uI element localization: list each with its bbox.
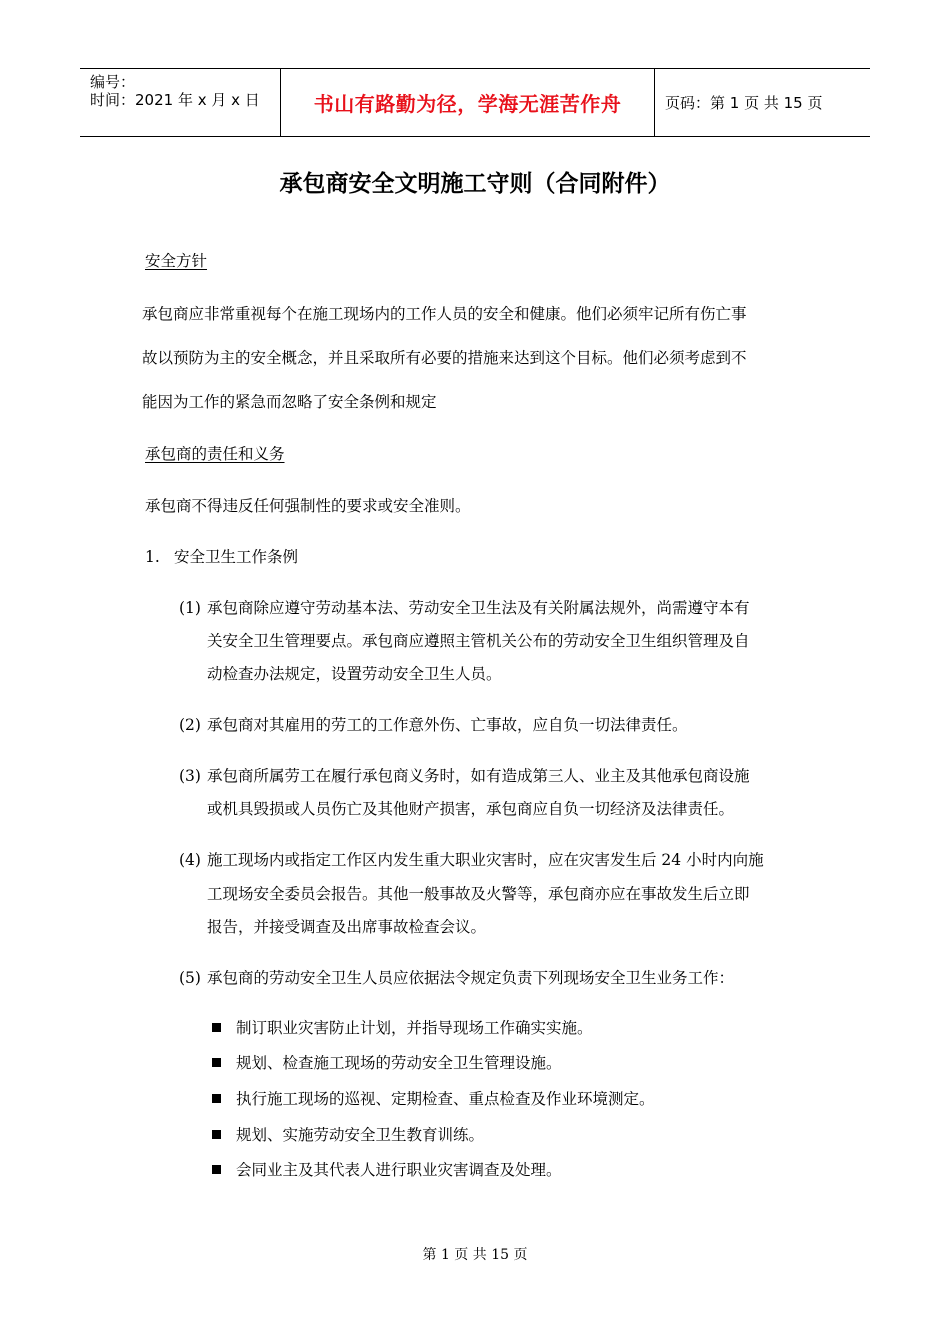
clause-number: (1) <box>179 599 201 617</box>
page-footer: 第 1 页 共 15 页 <box>422 1247 528 1263</box>
bullet-item: 制订职业灾害防止计划，并指导现场工作确实实施。 <box>236 1019 593 1037</box>
clause-line: 工现场安全委员会报告。其他一般事故及火警等，承包商亦应在事故发生后立即 <box>207 885 750 903</box>
clause-line: 承包商对其雇用的劳工的工作意外伤、亡事故，应自负一切法律责任。 <box>207 716 688 734</box>
clause-line: 动检查办法规定，设置劳动安全卫生人员。 <box>207 665 502 683</box>
square-bullet-icon <box>212 1130 221 1139</box>
section-intro: 承包商不得违反任何强制性的要求或安全准则。 <box>145 497 471 515</box>
doc-time-label: 时间：2021 年 x 月 x 日 <box>90 91 260 109</box>
square-bullet-icon <box>212 1165 221 1174</box>
section-heading-safety-policy: 安全方针 <box>145 252 208 270</box>
clause-line: 承包商除应遵守劳动基本法、劳动安全卫生法及有关附属法规外，尚需遵守本有 <box>207 599 750 617</box>
paragraph-line: 故以预防为主的安全概念，并且采取所有必要的措施来达到这个目标。他们必须考虑到不 <box>142 349 747 367</box>
clause-line: 或机具毁损或人员伤亡及其他财产损害，承包商应自负一切经济及法律责任。 <box>207 800 735 818</box>
doc-number-label: 编号： <box>90 73 136 91</box>
clause-line: 承包商所属劳工在履行承包商义务时，如有造成第三人、业主及其他承包商设施 <box>207 767 750 785</box>
clause-line: 报告，并接受调查及出席事故检查会议。 <box>207 918 487 936</box>
section-heading-responsibilities: 承包商的责任和义务 <box>145 445 285 463</box>
header-motto-cell <box>280 69 655 136</box>
bullet-item: 会同业主及其代表人进行职业灾害调查及处理。 <box>236 1161 562 1179</box>
header-motto: 书山有路勤为径，学海无涯苦作舟 <box>313 92 622 116</box>
document-header <box>80 68 870 137</box>
clause-line: 承包商的劳动安全卫生人员应依据法令规定负责下列现场安全卫生业务工作： <box>207 969 735 987</box>
bullet-item: 规划、检查施工现场的劳动安全卫生管理设施。 <box>236 1054 562 1072</box>
clause-number: (3) <box>179 767 201 785</box>
document-title: 承包商安全文明施工守则（合同附件） <box>279 171 671 197</box>
bullet-item: 执行施工现场的巡视、定期检查、重点检查及作业环境测定。 <box>236 1090 655 1108</box>
clause-number: (2) <box>179 716 201 734</box>
bullet-item: 规划、实施劳动安全卫生教育训练。 <box>236 1126 485 1144</box>
clause-number: (5) <box>179 969 201 987</box>
clause-number: (4) <box>179 851 201 869</box>
square-bullet-icon <box>212 1058 221 1067</box>
clause-line: 施工现场内或指定工作区内发生重大职业灾害时，应在灾害发生后 24 小时内向施 <box>207 851 764 869</box>
header-page-cell <box>655 69 870 136</box>
square-bullet-icon <box>212 1094 221 1103</box>
clause-line: 关安全卫生管理要点。承包商应遵照主管机关公布的劳动安全卫生组织管理及自 <box>207 632 750 650</box>
list-item-number: 1. <box>145 548 160 566</box>
paragraph-line: 承包商应非常重视每个在施工现场内的工作人员的安全和健康。他们必须牢记所有伤亡事 <box>142 305 747 323</box>
header-meta-cell <box>80 69 280 136</box>
header-page-info: 页码：第 1 页 共 15 页 <box>665 94 823 112</box>
paragraph-line: 能因为工作的紧急而忽略了安全条例和规定 <box>142 393 437 411</box>
list-item-title: 安全卫生工作条例 <box>174 548 299 566</box>
square-bullet-icon <box>212 1023 221 1032</box>
